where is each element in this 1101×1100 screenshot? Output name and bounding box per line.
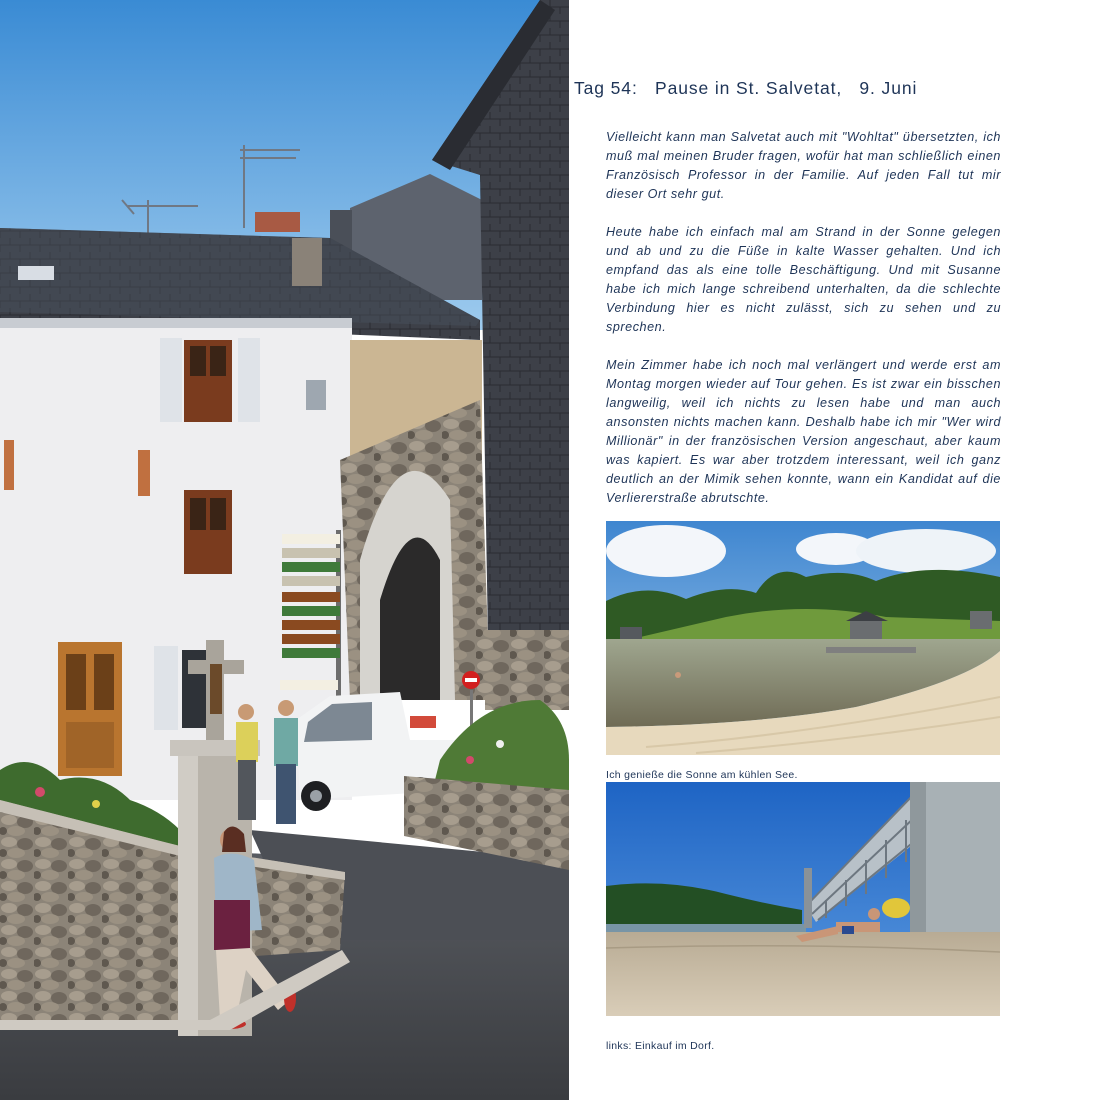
caption-left-photo: links: Einkauf im Dorf.	[606, 1040, 715, 1052]
paragraph-2: Heute habe ich einfach mal am Strand in der Sonne gelegen und ab und zu die Füße in kalte Wasser gehalten. Und ich empfand das als eine tolle Beschäftigung. Und mit Susanne habe ich mich lange schreibend unterhalten, da die schlechte Verbindung hier es nicht zulässt, sich zu sehen und zu sprechen.	[606, 225, 1001, 334]
caption-beach: Ich genieße die Sonne am kühlen See.	[606, 769, 798, 781]
paragraph-1: Vielleicht kann man Salvetat auch mit "Wohltat" übersetzten, ich muß mal meinen Bruder fragen, wofür hat man schließlich einen Französisch Professor in der Familie. Auf jeden Fall tut mir dieser Ort sehr gut.	[606, 130, 1001, 201]
page-title: Tag 54: Pause in St. Salvetat, 9. Juni	[574, 78, 918, 98]
bridge-beach-photo	[606, 782, 1000, 1016]
lake-beach-photo	[606, 521, 1000, 755]
diary-text	[606, 128, 1001, 527]
paragraph-3: Mein Zimmer habe ich noch mal verlängert und werde erst am Montag morgen wieder auf Tour gehen. Es ist zwar ein bisschen langweilig, weil ich nichts zu lesen habe und man auch ansonsten nichts machen kann. Deshalb habe ich mir "Wer wird Millionär" in der französischen Version angeschaut, aber kaum was kapiert. Es war aber trotzdem interessant, weil ich ganz deutlich an der Mimik sehen konnte, wann ein Kandidat auf die Verliererstraße abrutschte.	[606, 358, 1001, 505]
